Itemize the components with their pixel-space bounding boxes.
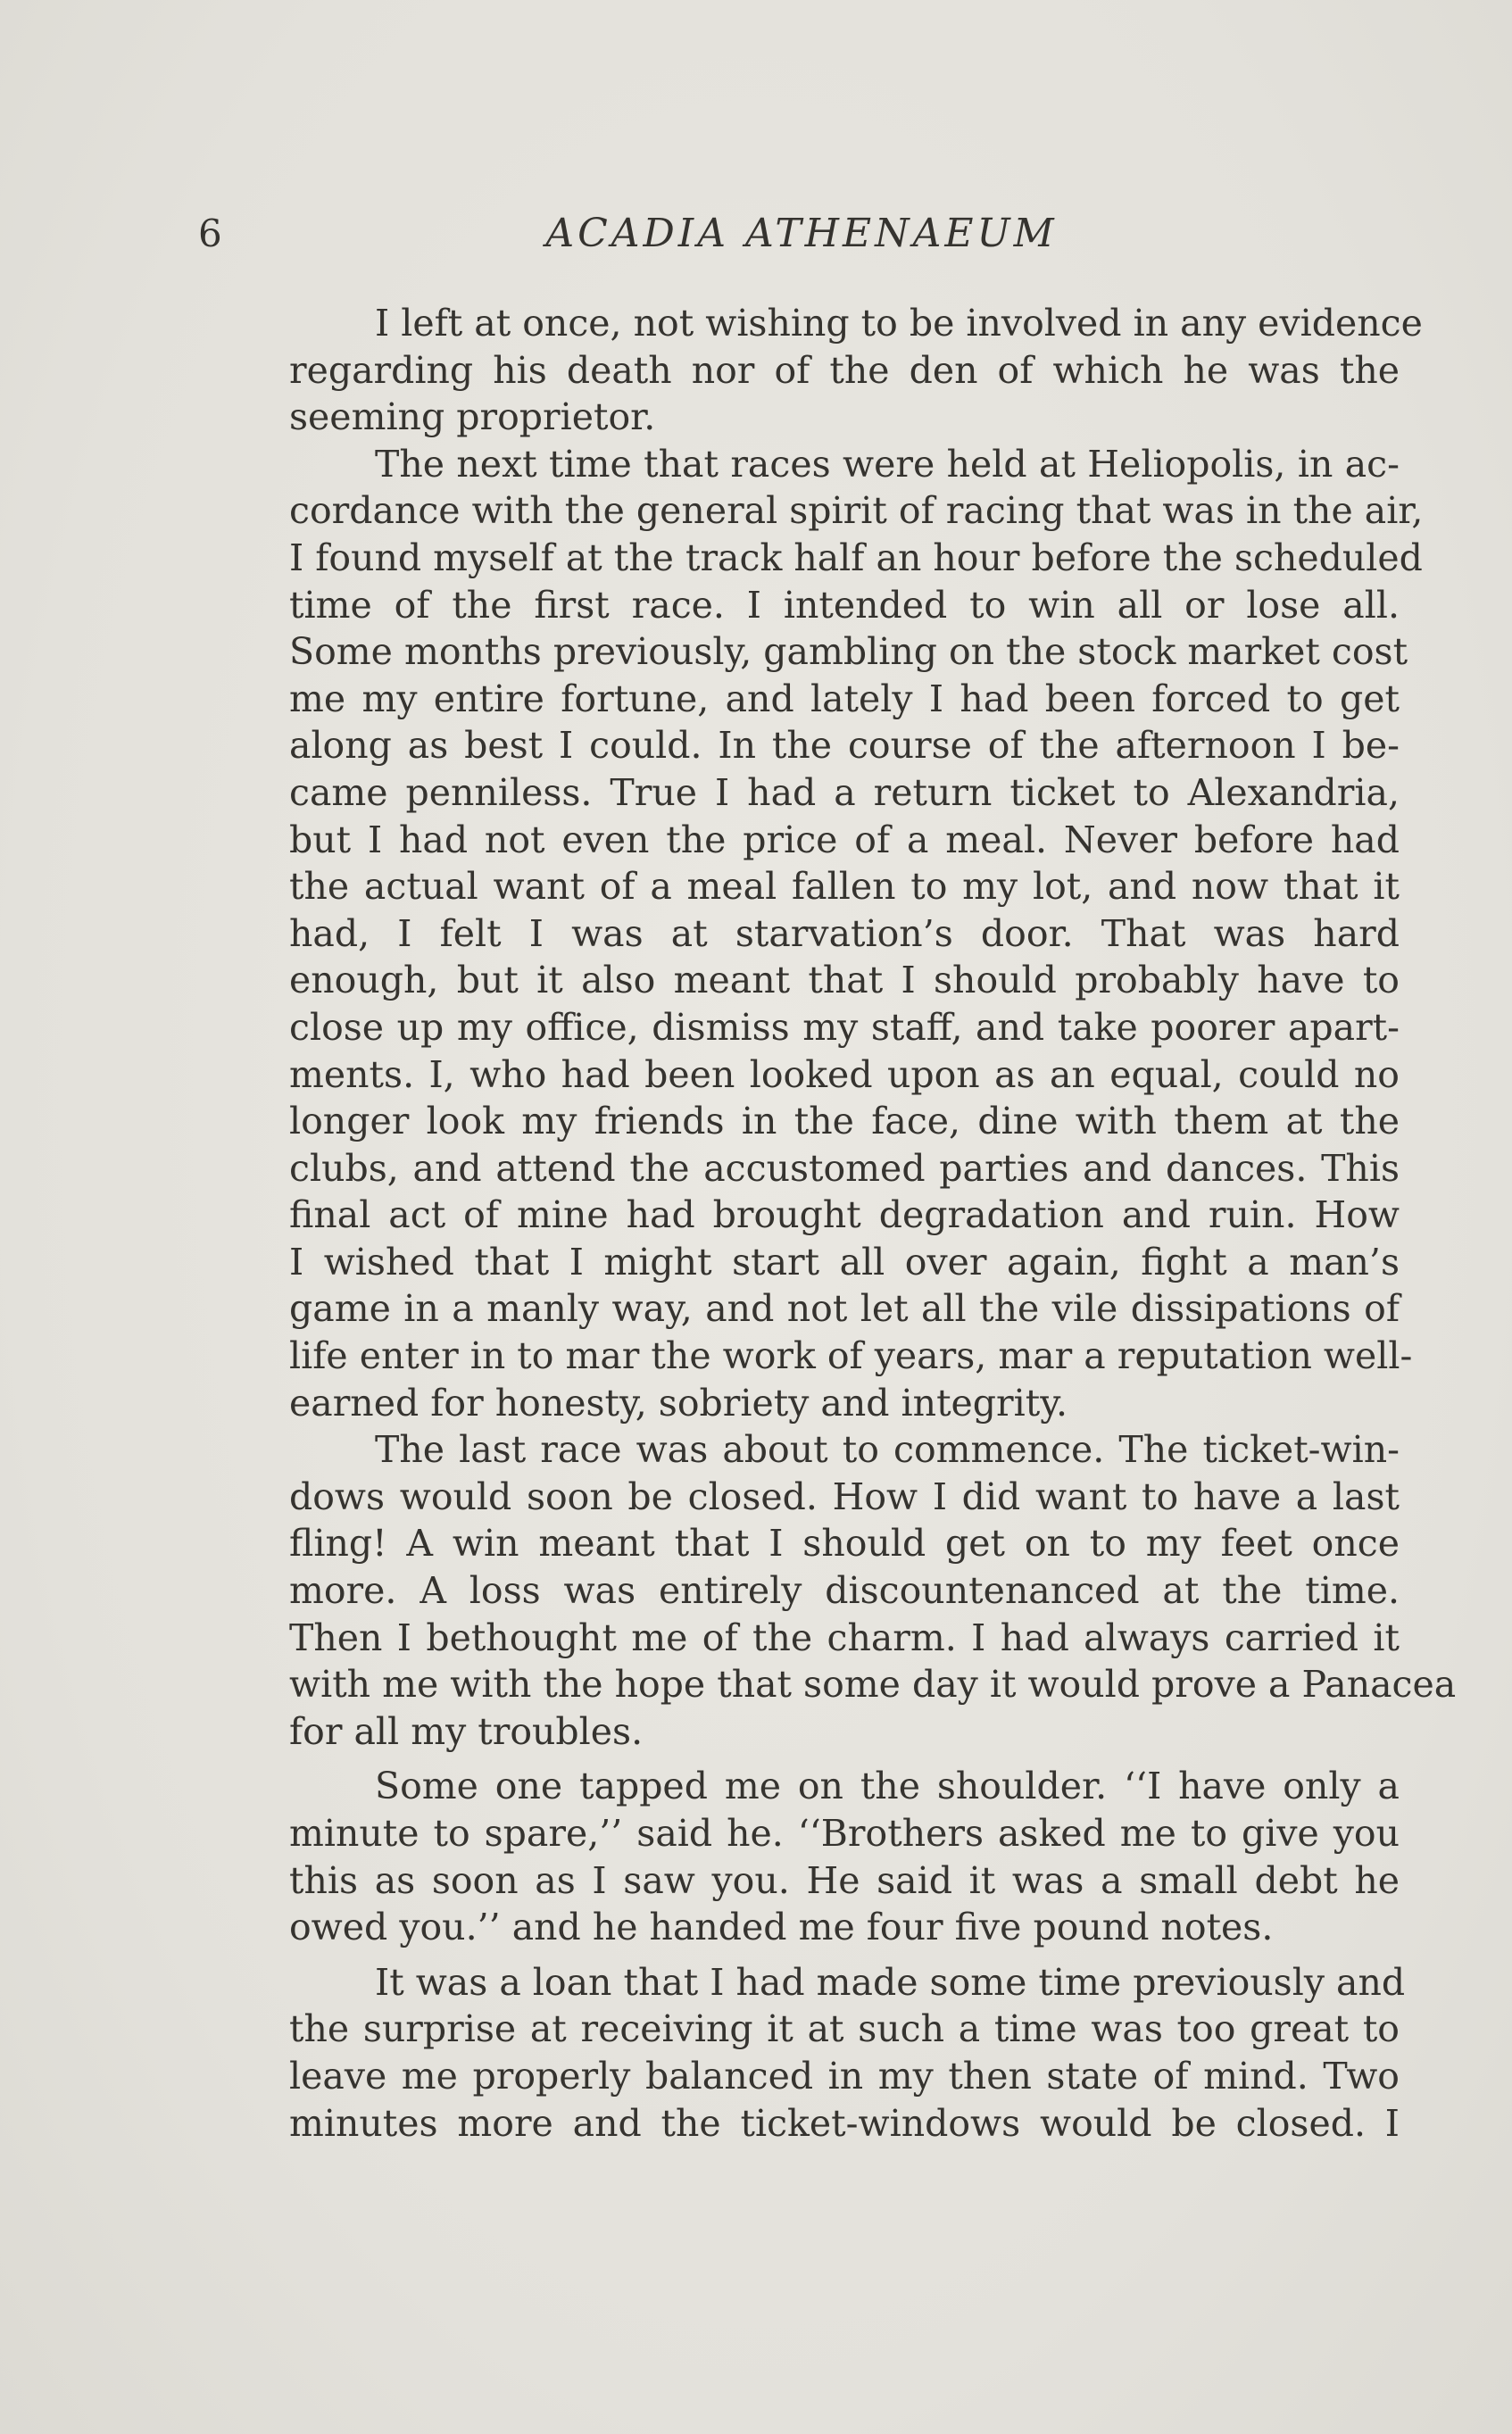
text-line: It was a loan that I had made some time previously and <box>375 1960 1406 2004</box>
text-line: Some months previously, gambling on the stock market cost <box>289 630 1408 674</box>
running-title: ACADIA ATHENAEUM <box>545 211 1058 256</box>
text-line: seeming proprietor. <box>289 395 656 439</box>
text-line: came penniless. True I had a return ticket to Alexandria, <box>289 770 1400 814</box>
page-header <box>198 207 1405 261</box>
paragraph-2 <box>204 441 1424 1426</box>
text-line: me my entire fortune, and lately I had been forced to get <box>289 677 1400 720</box>
text-line: regarding his death nor of the den of which he was the <box>289 348 1400 392</box>
text-line: life enter in to mar the work of years, mar a reputation well- <box>289 1334 1413 1378</box>
text-line: along as best I could. In the course of the afternoon I be- <box>289 724 1400 768</box>
paragraph-gap <box>204 1951 1400 1959</box>
text-line: minutes more and the ticket-windows would be closed. I <box>289 2101 1400 2145</box>
text-line: fling! A win meant that I should get on to my feet once <box>289 1522 1400 1566</box>
text-line: minute to spare,’’ said he. ‘‘Brothers asked me to give you <box>289 1812 1400 1855</box>
paragraph-gap <box>204 1755 1400 1763</box>
text-line: the actual want of a meal fallen to my lot, and now that it <box>289 865 1400 909</box>
text-line: Some one tapped me on the shoulder. ‘‘I have only a <box>375 1765 1400 1808</box>
text-line: earned for honesty, sobriety and integrity. <box>289 1381 1068 1425</box>
paragraph-4 <box>204 1763 1400 1950</box>
text-line: clubs, and attend the accustomed parties and dances. This <box>289 1146 1400 1190</box>
text-line: I left at once, not wishing to be involved in any evidence <box>375 302 1423 345</box>
text-line: owed you.’’ and he handed me four five pound notes. <box>289 1906 1274 1949</box>
text-line: dows would soon be closed. How I did want to have a last <box>289 1475 1400 1518</box>
text-line: but I had not even the price of a meal. Never before had <box>289 818 1400 861</box>
text-line: enough, but it also meant that I should probably have to <box>289 959 1400 1002</box>
text-line: time of the first race. I intended to win all or lose all. <box>289 583 1400 627</box>
text-line: longer look my friends in the face, dine with them at the <box>289 1100 1400 1143</box>
paragraph-3 <box>204 1426 1457 1755</box>
text-line: leave me properly balanced in my then state of mind. Two <box>289 2054 1400 2098</box>
text-line: ments. I, who had been looked upon as an equal, could no <box>289 1052 1400 1096</box>
text-line: this as soon as I saw you. He said it was a small debt he <box>289 1858 1400 1902</box>
body-text <box>204 300 1457 2147</box>
text-line: The last race was about to commence. The ticket-win- <box>375 1428 1400 1472</box>
text-line: for all my troubles. <box>289 1709 644 1753</box>
page-number: 6 <box>198 212 222 255</box>
text-line: more. A loss was entirely discountenanced at the time. <box>289 1569 1400 1613</box>
text-line: cordance with the general spirit of racing that was in the air, <box>289 489 1424 533</box>
text-line: close up my office, dismiss my staff, and take poorer apart- <box>289 1005 1400 1049</box>
text-line: the surprise at receiving it at such a time was too great to <box>289 2007 1400 2051</box>
text-line: I wished that I might start all over again, fight a man’s <box>289 1240 1400 1283</box>
text-line: final act of mine had brought degradation and ruin. How <box>289 1193 1400 1237</box>
paragraph-5 <box>204 1959 1406 2147</box>
text-line: game in a manly way, and not let all the vile dissipations of <box>289 1287 1400 1331</box>
text-line: I found myself at the track half an hour before the scheduled <box>289 536 1423 579</box>
text-line: The next time that races were held at Heliopolis, in ac- <box>375 442 1400 486</box>
paragraph-1 <box>204 300 1423 441</box>
text-line: had, I felt I was at starvation’s door. That was hard <box>289 911 1400 955</box>
text-line: with me with the hope that some day it would prove a Panacea <box>289 1663 1457 1707</box>
text-line: Then I bethought me of the charm. I had always carried it <box>289 1616 1400 1659</box>
